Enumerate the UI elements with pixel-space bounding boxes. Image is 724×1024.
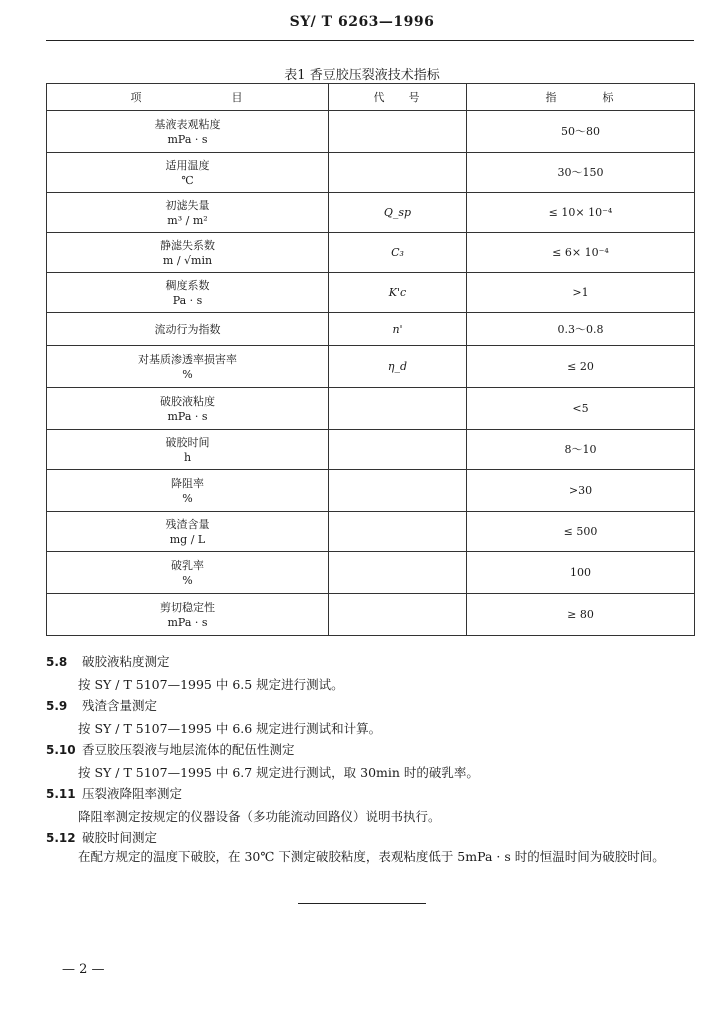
cell-code	[329, 430, 467, 470]
table-row	[47, 512, 695, 552]
table-row	[47, 470, 695, 512]
item-unit: %	[182, 573, 193, 587]
page-number: — 2 —	[62, 962, 105, 977]
item-unit: h	[183, 450, 192, 464]
cell-value: ≤ 500	[467, 512, 695, 552]
section-number: 5.11	[46, 787, 76, 801]
table-row	[47, 430, 695, 470]
table-row	[47, 193, 695, 233]
item-unit: %	[182, 491, 193, 505]
cell-value: 0.3～0.8	[467, 313, 695, 346]
item-unit: mPa · s	[167, 615, 208, 629]
section-5-11-body: 降阻率测定按规定的仪器设备（多功能流动回路仪）说明书执行。	[78, 809, 441, 824]
item-unit: mPa · s	[167, 409, 208, 423]
cell-item	[47, 512, 329, 552]
item-unit: Pa · s	[172, 293, 203, 307]
item-unit: %	[182, 367, 193, 381]
header-rule	[46, 40, 694, 41]
cell-code: C₃	[329, 233, 467, 273]
item-name: 剪切稳定性	[160, 600, 215, 614]
cell-code	[329, 594, 467, 636]
section-title: 压裂液降阻率测定	[82, 786, 183, 801]
cell-code	[329, 512, 467, 552]
section-number: 5.12	[46, 831, 76, 845]
cell-value: >1	[467, 273, 695, 313]
cell-code: η_d	[329, 346, 467, 388]
col-header-item: 项 目	[47, 84, 329, 111]
section-number: 5.10	[46, 743, 76, 757]
table-row	[47, 388, 695, 430]
cell-code	[329, 552, 467, 594]
end-rule	[298, 903, 426, 904]
section-5-9-heading	[46, 696, 157, 714]
cell-item	[47, 430, 329, 470]
item-unit: m / √min	[162, 253, 213, 267]
item-name: 初滤失量	[165, 198, 210, 212]
item-unit: m³ / m²	[167, 213, 208, 227]
cell-value: >30	[467, 470, 695, 512]
cell-value: 30～150	[467, 153, 695, 193]
table-row	[47, 313, 695, 346]
cell-item	[47, 193, 329, 233]
table-row	[47, 273, 695, 313]
table-title: 表1 香豆胶压裂液技术指标	[284, 68, 440, 83]
item-name: 破乳率	[171, 558, 204, 572]
section-5-12-heading	[46, 828, 157, 846]
section-5-10-heading	[46, 740, 295, 758]
section-title: 残渣含量测定	[82, 698, 158, 713]
standard-number: SY/ T 6263—1996	[289, 14, 435, 30]
table-row	[47, 594, 695, 636]
item-unit: mPa · s	[167, 132, 208, 146]
cell-code: n'	[329, 313, 467, 346]
item-unit: mg / L	[169, 532, 206, 546]
cell-code	[329, 111, 467, 153]
section-5-11-heading	[46, 784, 182, 802]
section-number: 5.9	[46, 699, 68, 713]
item-name: 基液表观粘度	[154, 117, 221, 131]
cell-value: ≤ 6× 10⁻⁴	[467, 233, 695, 273]
table-row	[47, 153, 695, 193]
cell-item	[47, 388, 329, 430]
cell-item	[47, 594, 329, 636]
cell-item	[47, 273, 329, 313]
spec-table	[46, 83, 695, 636]
section-number: 5.8	[46, 655, 68, 669]
section-title: 破胶时间测定	[82, 830, 158, 845]
cell-code: K'c	[329, 273, 467, 313]
cell-item	[47, 233, 329, 273]
section-5-12-body: 在配方规定的温度下破胶，在 30℃ 下测定破胶粘度，表观粘度低于 5mPa · s 时的恒温时间为破胶时间。	[78, 849, 665, 864]
table-body	[47, 111, 695, 636]
cell-code	[329, 388, 467, 430]
cell-item	[47, 313, 329, 346]
cell-value: 8～10	[467, 430, 695, 470]
cell-code: Q_sp	[329, 193, 467, 233]
section-5-8-body: 按 SY / T 5107—1995 中 6.5 规定进行测试。	[78, 677, 344, 692]
cell-value: ≥ 80	[467, 594, 695, 636]
cell-value: ≤ 10× 10⁻⁴	[467, 193, 695, 233]
item-name: 破胶时间	[165, 435, 210, 449]
item-name: 破胶液粘度	[160, 394, 215, 408]
section-title: 香豆胶压裂液与地层流体的配伍性测定	[82, 742, 295, 757]
cell-item	[47, 153, 329, 193]
table-row	[47, 111, 695, 153]
section-title: 破胶液粘度测定	[82, 654, 170, 669]
cell-item	[47, 346, 329, 388]
item-name: 静滤失系数	[160, 238, 215, 252]
item-name: 流动行为指数	[154, 322, 221, 336]
section-5-9-body: 按 SY / T 5107—1995 中 6.6 规定进行测试和计算。	[78, 721, 382, 736]
cell-item	[47, 552, 329, 594]
item-name: 降阻率	[171, 476, 204, 490]
item-unit: ℃	[181, 173, 194, 187]
col-header-code: 代 号	[329, 84, 467, 111]
cell-value: <5	[467, 388, 695, 430]
item-name: 适用温度	[165, 158, 210, 172]
section-5-10-body: 按 SY / T 5107—1995 中 6.7 规定进行测试，取 30min 时的破乳率。	[78, 765, 479, 780]
cell-value: 100	[467, 552, 695, 594]
item-name: 残渣含量	[165, 517, 210, 531]
cell-code	[329, 470, 467, 512]
cell-item	[47, 470, 329, 512]
cell-item	[47, 111, 329, 153]
cell-value: ≤ 20	[467, 346, 695, 388]
section-5-8-heading	[46, 652, 170, 670]
item-name: 对基质渗透率损害率	[138, 352, 237, 366]
table-row	[47, 346, 695, 388]
table-row	[47, 552, 695, 594]
table-header-row	[47, 84, 695, 111]
cell-code	[329, 153, 467, 193]
cell-value: 50～80	[467, 111, 695, 153]
item-name: 稠度系数	[165, 278, 210, 292]
table-row	[47, 233, 695, 273]
col-header-value: 指 标	[467, 84, 695, 111]
